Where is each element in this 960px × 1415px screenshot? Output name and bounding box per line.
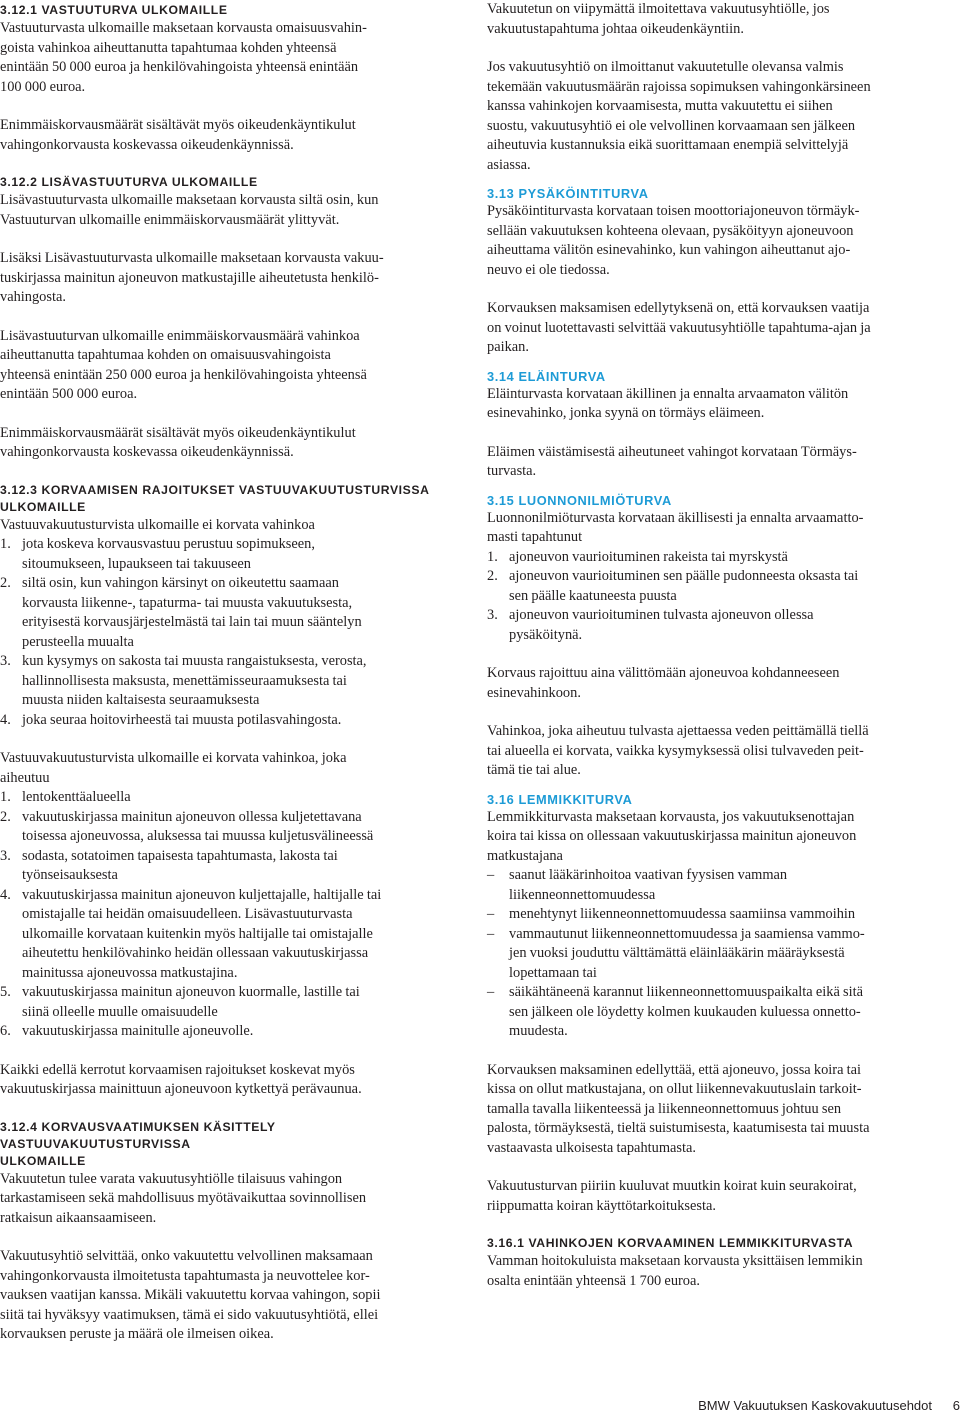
list-number: 5. — [0, 984, 11, 1000]
paragraph: Korvauksen maksaminen edellyttää, että ajoneuvo, jossa koira tai kissa on ollut matkustajana, on ollut liikennevakuutuslain tarkoit- tamalla tavalla liikenteessä ja liikenneonnettomuus johtuu sen palosta, törmäyksestä, tieltä suistumisesta, kaatumisesta tai muusta vastaavasta ulkoisesta tapahtumasta. — [487, 1061, 870, 1156]
paragraph: Jos vakuutusyhtiö on ilmoittanut vakuutetulle olevansa valmis tekemään vakuutusmäärän rajoissa sopimuksen vahingonkärsineen kanssa vahinkojen korvaamisesta, mutta vakuutettu ei siihen suostu, vakuutusyhtiö ei ole velvollinen korvaamaan sen jälkeen aiheutuvia kustannuksia eikä suorittamaan enempiä selvittelyjä asiassa. — [487, 59, 871, 173]
list-item — [487, 866, 939, 905]
list-number: 4. — [0, 886, 11, 903]
right-column — [487, 0, 939, 1291]
list-number: 2. — [0, 575, 11, 591]
list-item — [0, 652, 438, 711]
list-item-text: kun kysymys on sakosta tai muusta rangaistuksesta, verosta, hallinnollisesta maksusta, menettämisseuraamuksesta tai muusta niiden kaltaisesta seuraamuksesta — [22, 653, 367, 708]
numbered-list — [487, 548, 939, 646]
paragraph: Eläinturvasta korvataan äkillinen ja ennalta arvaamaton välitön esinevahinko, jonka syynä on törmäys eläimeen. — [487, 385, 849, 421]
list-item — [487, 548, 939, 568]
paragraph: Lisäksi Lisävastuuturvasta ulkomaille maksetaan korvausta vakuu- tuskirjassa mainitun ajoneuvon matkustajille aiheutetusta henkilö- vahingosta. — [0, 250, 384, 305]
list-item — [487, 567, 939, 606]
paragraph: Vakuutetun tulee varata vakuutusyhtiölle tilaisuus vahingon tarkastamiseen sekä mahdollisuus myötävaikuttaa sovinnollisen ratkaisun aikaansaamiseen. — [0, 1170, 367, 1226]
paragraph: Vastuuvakuutusturvista ulkomaille ei korvata vahinkoa, joka aiheutuu — [0, 750, 347, 786]
paragraph: Vastuuvakuutusturvista ulkomaille ei korvata vahinkoa — [0, 516, 315, 533]
paragraph: Luonnonilmiöturvasta korvataan äkillisesti ja ennalta arvaamatto- masti tapahtunut — [487, 509, 864, 545]
list-item-text: ajoneuvon vaurioituminen sen päälle pudonneesta oksasta tai sen päälle kaatuneesta puusta — [509, 568, 859, 604]
dash-bullet: – — [487, 925, 495, 942]
list-item — [0, 1022, 438, 1042]
heading-3-15: 3.15 LUONNONILMIÖTURVA — [487, 492, 672, 508]
list-number: 1. — [487, 548, 498, 565]
paragraph: Enimmäiskorvausmäärät sisältävät myös oikeudenkäyntikulut vahingonkorvausta koskevassa oikeudenkäynnissä. — [0, 117, 356, 153]
dash-list — [487, 866, 939, 1042]
list-item — [487, 606, 939, 645]
heading-3-16: 3.16 LEMMIKKITURVA — [487, 791, 633, 807]
paragraph: Vastuuturvasta ulkomaille maksetaan korvausta omaisuusvahin- goista vahinkoa aiheuttanutta tapahtumaa kohden yhteensä enintään 50 000 euroa ja henkilövahingoista yhteensä enintään 100 000 euroa. — [0, 20, 367, 95]
paragraph: Vakuutusyhtiö selvittää, onko vakuutettu velvollinen maksamaan vahingonkorvausta ilmoitetusta tapahtumasta ja neuvottelee kor- vauksen vaatijan kanssa. Mikäli vakuutettu korvaa vahingon, sopii siitä tai hyväksyy vaatimuksen, tämä ei sido vakuutusyhtiötä, ellei korvauksen peruste ja määrä ole ilmeisen oikea. — [0, 1248, 381, 1342]
list-item-text: säikähtäneenä karannut liikenneonnettomuuspaikalta eikä sitä sen jälkeen ole löydetty kolmen kuukauden kuluessa onnetto- muudesta. — [509, 984, 864, 1039]
list-item — [0, 574, 438, 652]
list-number: 3. — [0, 653, 11, 669]
list-item-text: joka seuraa hoitovirheestä tai muusta potilasvahingosta. — [22, 711, 342, 728]
list-number: 2. — [487, 568, 498, 584]
paragraph: Vakuutusturvan piiriin kuuluvat muutkin koirat kuin seurakoirat, riippumatta koiran käyttötarkoituksesta. — [487, 1178, 857, 1214]
paragraph: Kaikki edellä kerrotut korvaamisen rajoitukset koskevat myös vakuutuskirjassa mainittuun ajoneuvoon kytkettyä perävaunua. — [0, 1061, 362, 1097]
list-number: 1. — [0, 536, 11, 552]
paragraph: Lemmikkiturvasta maksetaan korvausta, jos vakuutuksenottajan koira tai kissa on ollessaan vakuutuskirjassa mainitun ajoneuvon matkustajana — [487, 808, 857, 864]
list-item-text: vakuutuskirjassa mainitun ajoneuvon kuormalle, lastille tai siinä olleelle muulle omaisuudelle — [22, 984, 360, 1020]
heading-3-12-4: 3.12.4 KORVAUSVAATIMUKSEN KÄSITTELY VASTUUVAKUUTUSTURVISSA ULKOMAILLE — [0, 1119, 276, 1168]
list-number: 2. — [0, 808, 11, 825]
list-item-text: lentokenttäalueella — [22, 789, 131, 805]
page-footer — [600, 1398, 960, 1413]
list-item — [0, 808, 438, 847]
list-number: 3. — [0, 847, 11, 864]
heading-3-12-3: 3.12.3 KORVAAMISEN RAJOITUKSET VASTUUVAKUUTUSTURVISSA ULKOMAILLE — [0, 482, 430, 514]
left-column — [0, 0, 438, 1345]
list-item-text: ajoneuvon vaurioituminen rakeista tai myrskystä — [509, 548, 788, 565]
list-item — [487, 983, 939, 1042]
list-number: 3. — [487, 607, 498, 623]
dash-bullet: – — [487, 984, 495, 1000]
heading-3-14: 3.14 ELÄINTURVA — [487, 368, 606, 384]
paragraph: Pysäköintiturvasta korvataan toisen moottoriajoneuvon törmäyk- sellään vakuutuksen kohteena olevaan, pysäköityyn ajoneuvoon aiheuttama välitön esinevahinko, kun vahingon aiheuttanut ajo- neuvo ei ole tiedossa. — [487, 203, 860, 278]
heading-3-16-1: 3.16.1 VAHINKOJEN KORVAAMINEN LEMMIKKITURVASTA — [487, 1236, 854, 1250]
document-title: BMW Vakuutuksen Kaskovakuutusehdot — [698, 1398, 932, 1413]
list-item-text: saanut lääkärinhoitoa vaativan fyysisen vamman liikenneonnettomuudessa — [509, 867, 788, 903]
list-item-text: siltä osin, kun vahingon kärsinyt on oikeutettu saamaan korvausta liikenne-, tapaturma- tai muusta vakuutuksesta, erityisestä korvausjärjestelmästä tai lain tai muun sääntelyn perusteella muualta — [22, 575, 362, 650]
list-number: 6. — [0, 1023, 11, 1039]
paragraph: Korvaus rajoittuu aina välittömään ajoneuvoa kohdanneeseen esinevahinkoon. — [487, 665, 840, 701]
list-item — [0, 535, 438, 574]
page-number: 6 — [952, 1398, 960, 1413]
list-number: 4. — [0, 711, 11, 728]
list-item-text: vakuutuskirjassa mainitun ajoneuvon kuljettajalle, haltijalle tai omistajalle tai heidän omaisuudelleen. Lisävastuuturvasta ulkomaille korvataan kuitenkin myös haltijalle tai omistajalle aiheutettu henkilövahinko heidän ollessaan vakuutuskirjassa mainitussa ajoneuvossa matkustajina. — [22, 886, 382, 981]
paragraph: Vamman hoitokuluista maksetaan korvausta yksittäisen lemmikin osalta enintään yhteensä 1 700 euroa. — [487, 1253, 863, 1289]
numbered-list — [0, 535, 438, 730]
dash-bullet: – — [487, 906, 495, 922]
paragraph: Vahinkoa, joka aiheutuu tulvasta ajettaessa veden peittämällä tiellä tai alueella ei korvata, vaikka kysymyksessä olisi tulvaveden peit- tämä tie tai alue. — [487, 723, 869, 778]
list-item — [487, 925, 939, 984]
numbered-list — [0, 788, 438, 1042]
paragraph: Lisävastuuturvasta ulkomaille maksetaan korvausta siltä osin, kun Vastuuturvan ulkomaille enimmäiskorvausmäärät ylittyvät. — [0, 192, 379, 228]
heading-3-12-1: 3.12.1 VASTUUTURVA ULKOMAILLE — [0, 3, 228, 17]
list-item-text: ajoneuvon vaurioituminen tulvasta ajoneuvon ollessa pysäköitynä. — [509, 607, 814, 643]
list-item-text: menehtynyt liikenneonnettomuudessa saamiinsa vammoihin — [509, 906, 856, 922]
paragraph: Eläimen väistämisestä aiheutuneet vahingot korvataan Törmäys- turvasta. — [487, 443, 857, 479]
list-item-text: sodasta, sotatoimen tapaisesta tapahtumasta, lakosta tai työnseisauksesta — [22, 847, 338, 883]
list-item-text: vammautunut liikenneonnettomuudessa ja saamiensa vammo- jen vuoksi jouduttu välttämättä eläinlääkärin määräyksestä lopettamaan tai — [509, 925, 865, 981]
list-item — [0, 886, 438, 984]
paragraph: Enimmäiskorvausmäärät sisältävät myös oikeudenkäyntikulut vahingonkorvausta koskevassa oikeudenkäynnissä. — [0, 424, 356, 460]
dash-bullet: – — [487, 867, 495, 883]
list-item — [0, 788, 438, 808]
list-item-text: vakuutuskirjassa mainitulle ajoneuvolle. — [22, 1023, 254, 1039]
heading-3-12-2: 3.12.2 LISÄVASTUUTURVA ULKOMAILLE — [0, 175, 258, 189]
list-item-text: jota koskeva korvausvastuu perustuu sopimukseen, sitoumukseen, lupaukseen tai takuuseen — [22, 536, 315, 572]
paragraph: Korvauksen maksamisen edellytyksenä on, että korvauksen vaatija on voinut luotettavasti selvittää vakuutusyhtiölle tapahtuma-ajan ja paikan. — [487, 300, 871, 355]
list-item — [0, 983, 438, 1022]
paragraph: Lisävastuuturvan ulkomaille enimmäiskorvausmäärä vahinkoa aiheuttanutta tapahtumaa kohden on omaisuusvahingoista yhteensä enintään 250 000 euroa ja henkilövahingoista yhteensä enintään 500 000 euroa. — [0, 327, 367, 402]
list-item — [0, 711, 438, 731]
paragraph: Vakuutetun on viipymättä ilmoitettava vakuutusyhtiölle, jos vakuutustapahtuma johtaa oikeudenkäyntiin. — [487, 1, 830, 37]
list-number: 1. — [0, 789, 11, 805]
list-item-text: vakuutuskirjassa mainitun ajoneuvon ollessa kuljetettavana toisessa ajoneuvossa, aluksessa tai muussa kuljetusvälineessä — [22, 808, 374, 844]
list-item — [487, 905, 939, 925]
list-item — [0, 847, 438, 886]
heading-3-13: 3.13 PYSÄKÖINTITURVA — [487, 186, 649, 201]
